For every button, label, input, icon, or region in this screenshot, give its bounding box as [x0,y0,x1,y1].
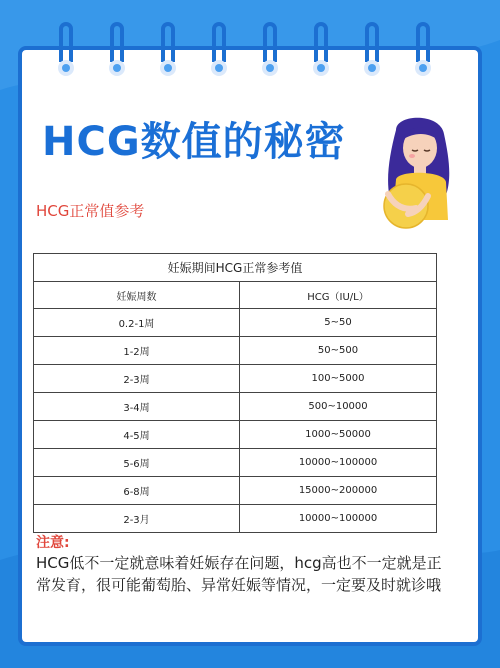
table-cell: 100~5000 [240,365,437,393]
table-cell: 1-2周 [34,337,240,365]
pregnant-woman-illustration [366,110,466,238]
ring-icon [361,22,383,72]
ring-icon [412,22,434,72]
table-row [34,449,437,477]
ring-icon [157,22,179,72]
ring-icon [259,22,281,72]
hcg-reference-table [33,253,437,533]
section-subtitle: HCG正常值参考 [36,202,145,220]
table-header-row [34,282,437,309]
table-cell: 2-3月 [34,505,240,533]
table-row [34,393,437,421]
table-cell: 15000~200000 [240,477,437,505]
page-title: HCG数值的秘密 [42,119,346,165]
table-row [34,477,437,505]
table-cell: 6-8周 [34,477,240,505]
table-cell: 500~10000 [240,393,437,421]
table-row [34,337,437,365]
table-cell: 5-6周 [34,449,240,477]
ring-icon [208,22,230,72]
table-cell: 0.2-1周 [34,309,240,337]
table-cell: 10000~100000 [240,449,437,477]
table-row [34,309,437,337]
ring-icon [310,22,332,72]
note-text: HCG低不一定就意味着妊娠存在问题，hcg高也不一定就是正常发育，很可能葡萄胎、异常妊娠等情况，一定要及时就诊哦 [36,554,442,594]
ring-icon [106,22,128,72]
table-cell: 50~500 [240,337,437,365]
ring-icon [55,22,77,72]
table-row [34,421,437,449]
column-header-weeks: 妊娠周数 [34,282,240,309]
table-cell: 5~50 [240,309,437,337]
table-caption: 妊娠期间HCG正常参考值 [33,253,437,281]
table-cell: 10000~100000 [240,505,437,533]
table-cell: 2-3周 [34,365,240,393]
table-cell: 1000~50000 [240,421,437,449]
column-header-hcg: HCG（IU/L） [240,282,437,309]
table-row [34,365,437,393]
table-cell: 4-5周 [34,421,240,449]
note-label: 注意: [36,535,70,551]
table-cell: 3-4周 [34,393,240,421]
table-row [34,505,437,533]
